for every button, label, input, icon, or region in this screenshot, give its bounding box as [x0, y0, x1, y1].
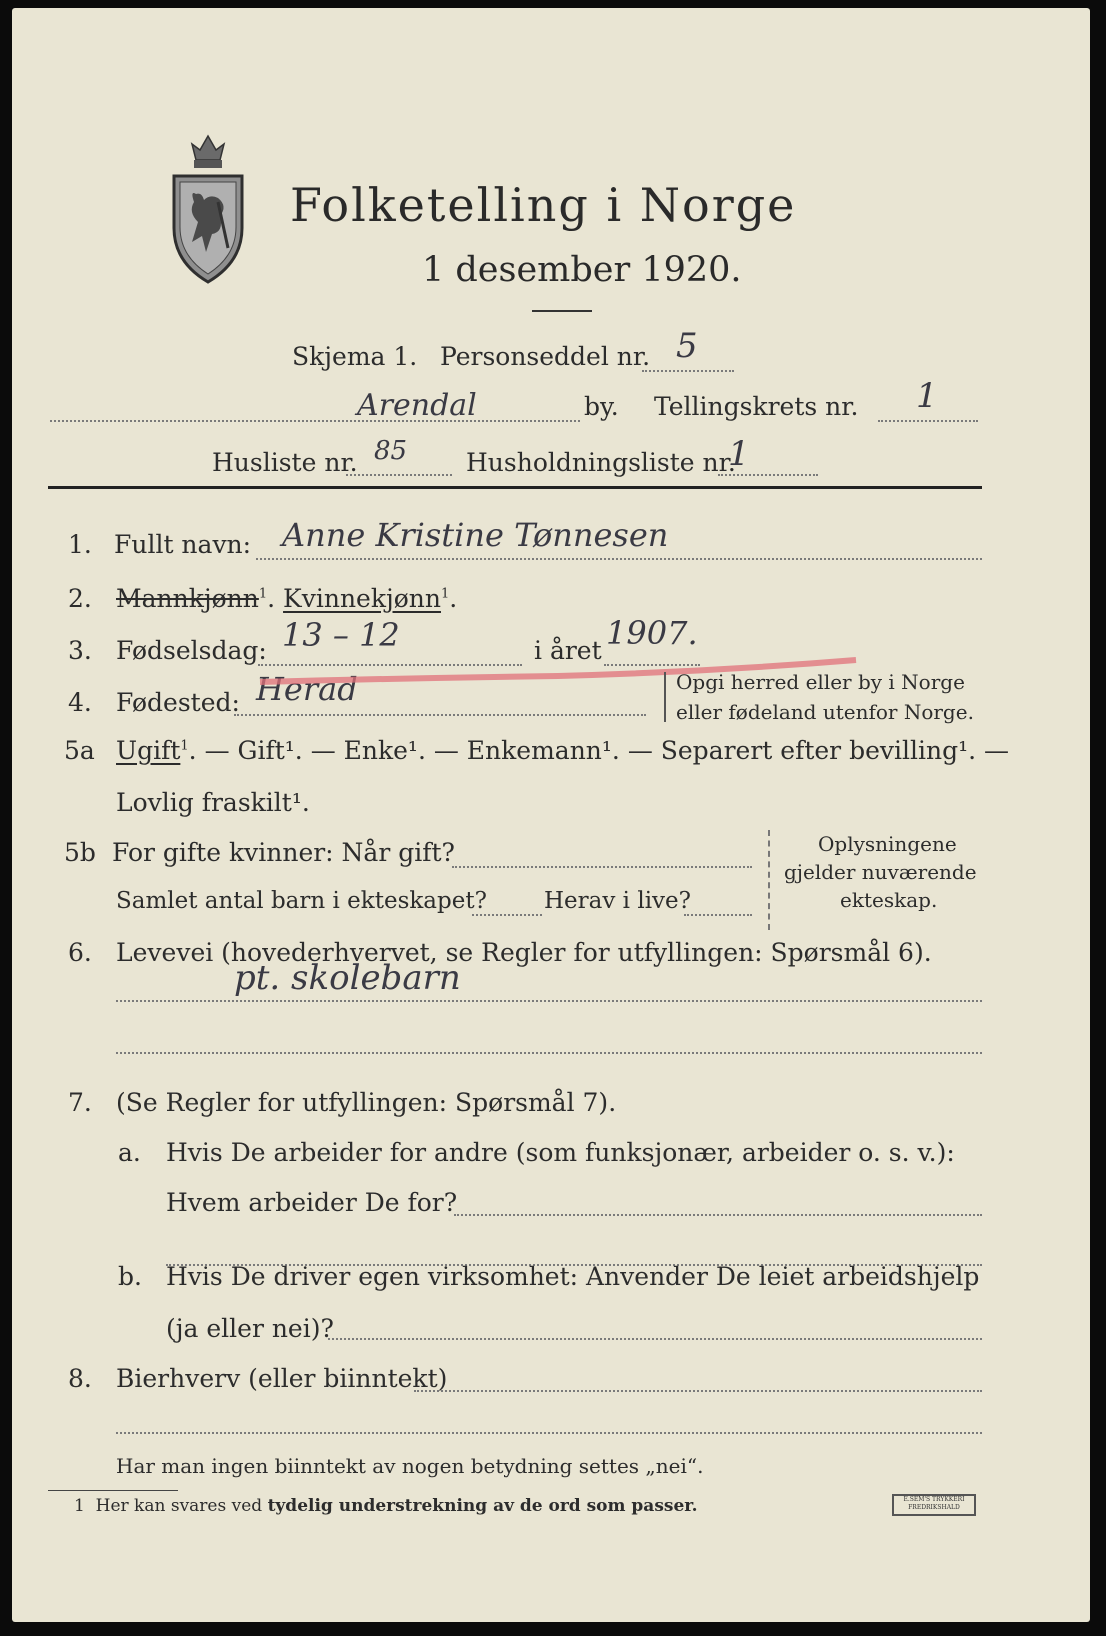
- footnote-rule: [48, 1490, 178, 1491]
- q7b-line: [328, 1338, 982, 1340]
- footnote-mark: 1: [74, 1496, 85, 1516]
- q2-options: Mannkjønn$^1$. Kvinnekjønn$^1$.: [116, 584, 458, 613]
- q5b-label2: Samlet antal barn i ekteskapet?: [116, 888, 487, 914]
- q3-year-label: i året: [534, 636, 602, 665]
- q8-label: Bierhverv (eller biinntekt): [116, 1364, 448, 1393]
- q3-number: 3.: [68, 636, 92, 665]
- husholdning-line: [718, 474, 818, 476]
- q5b-alive-line: [684, 914, 752, 916]
- q4-note-brace: [664, 672, 666, 722]
- title-divider: [532, 310, 592, 312]
- q5b-married-line: [452, 866, 752, 868]
- q8-number: 8.: [68, 1364, 92, 1393]
- husliste-value[interactable]: 85: [374, 436, 408, 466]
- q2-female[interactable]: Kvinnekjønn: [283, 584, 441, 613]
- q5a-other-options[interactable]: — Gift¹. — Enke¹. — Enkemann¹. — Separert efter bevilling¹. —: [204, 736, 1009, 765]
- q5a-options: Ugift$^1$. — Gift¹. — Enke¹. — Enkemann¹. — Separert efter bevilling¹. —: [116, 736, 1009, 765]
- q7-number: 7.: [68, 1088, 92, 1117]
- footnote-bold: tydelig understrekning av de ord som passer.: [267, 1496, 698, 1516]
- q7a-label2: Hvem arbeider De for?: [166, 1188, 458, 1217]
- q5a-ugift[interactable]: Ugift: [116, 736, 181, 765]
- personseddel-line: [642, 370, 734, 372]
- q4-note-2: eller fødeland utenfor Norge.: [676, 700, 974, 724]
- husholdning-label: Husholdningsliste nr.: [466, 448, 736, 477]
- q5b-herav: Herav i live?: [544, 888, 691, 914]
- coat-of-arms-icon: [166, 132, 250, 284]
- q3-label: Fødselsdag:: [116, 636, 267, 665]
- q7b-letter: b.: [118, 1262, 142, 1291]
- tellingskrets-value[interactable]: 1: [916, 376, 938, 416]
- census-form: [12, 8, 1090, 1622]
- q2-male[interactable]: Mannkjønn: [116, 584, 259, 613]
- personseddel-value[interactable]: 5: [676, 326, 698, 366]
- q5b-children-line: [472, 914, 542, 916]
- footnote: [74, 1496, 698, 1516]
- footnote-pre: Her kan svares ved: [95, 1496, 263, 1516]
- q7b-label2: (ja eller nei)?: [166, 1314, 334, 1343]
- q1-number: 1.: [68, 530, 92, 559]
- personseddel-label: Personseddel nr.: [440, 342, 651, 371]
- q5b-number: 5b: [64, 838, 96, 867]
- q6-value[interactable]: pt. skolebarn: [234, 958, 461, 998]
- q5a-line2[interactable]: Lovlig fraskilt¹.: [116, 788, 310, 817]
- header-rule: [48, 486, 982, 489]
- q5a-number: 5a: [64, 736, 95, 765]
- q8-note: Har man ingen biinntekt av nogen betydning settes „nei“.: [116, 1454, 704, 1478]
- q5b-note-3: ekteskap.: [840, 888, 938, 912]
- form-title: Folketelling i Norge: [290, 178, 797, 232]
- q6-label: Levevei (hovederhvervet, se Regler for utfyllingen: Spørsmål 6).: [116, 938, 932, 967]
- tellingskrets-label: Tellingskrets nr.: [654, 392, 859, 421]
- q7b-label: Hvis De driver egen virksomhet: Anvender De leiet arbeidshjelp: [166, 1262, 980, 1291]
- q8-line-2: [116, 1432, 982, 1434]
- q5b-note-2: gjelder nuværende: [784, 860, 977, 884]
- form-date: 1 desember 1920.: [422, 250, 742, 290]
- tellingskrets-line: [878, 420, 978, 422]
- q5b-label: For gifte kvinner: Når gift?: [112, 838, 455, 867]
- by-label: by.: [584, 392, 619, 421]
- husliste-label: Husliste nr.: [212, 448, 358, 477]
- q4-label: Fødested:: [116, 688, 240, 717]
- q3-year-value[interactable]: 1907.: [606, 614, 698, 652]
- skjema-label: Skjema 1.: [292, 342, 418, 371]
- q7-label: (Se Regler for utfyllingen: Spørsmål 7).: [116, 1088, 617, 1117]
- q5b-note-1: Oplysningene: [818, 832, 957, 856]
- printer-line-1: E.SEM'S TRYKKERI: [903, 1496, 965, 1503]
- q4-value[interactable]: Herad: [256, 670, 358, 708]
- q4-line: [234, 714, 646, 716]
- by-value[interactable]: Arendal: [357, 388, 477, 423]
- husliste-line: [346, 474, 452, 476]
- q4-number: 4.: [68, 688, 92, 717]
- q7a-letter: a.: [118, 1138, 141, 1167]
- q8-line-1: [414, 1390, 982, 1392]
- q4-note-1: Opgi herred eller by i Norge: [676, 670, 965, 694]
- q1-line: [256, 558, 982, 560]
- printer-stamp: [892, 1494, 976, 1516]
- q6-line-1: [116, 1000, 982, 1002]
- q2-number: 2.: [68, 584, 92, 613]
- printer-line-2: FREDRIKSHALD: [908, 1504, 960, 1511]
- q6-number: 6.: [68, 938, 92, 967]
- q6-line-2: [116, 1052, 982, 1054]
- q7a-line-1: [454, 1214, 982, 1216]
- q1-value[interactable]: Anne Kristine Tønnesen: [282, 516, 669, 554]
- q5b-note-divider: [768, 830, 770, 930]
- by-line: [50, 420, 580, 422]
- q7a-label: Hvis De arbeider for andre (som funksjonær, arbeider o. s. v.):: [166, 1138, 955, 1167]
- q3-value[interactable]: 13 – 12: [282, 616, 400, 654]
- q1-label: Fullt navn:: [114, 530, 252, 559]
- husholdning-value[interactable]: 1: [728, 434, 750, 474]
